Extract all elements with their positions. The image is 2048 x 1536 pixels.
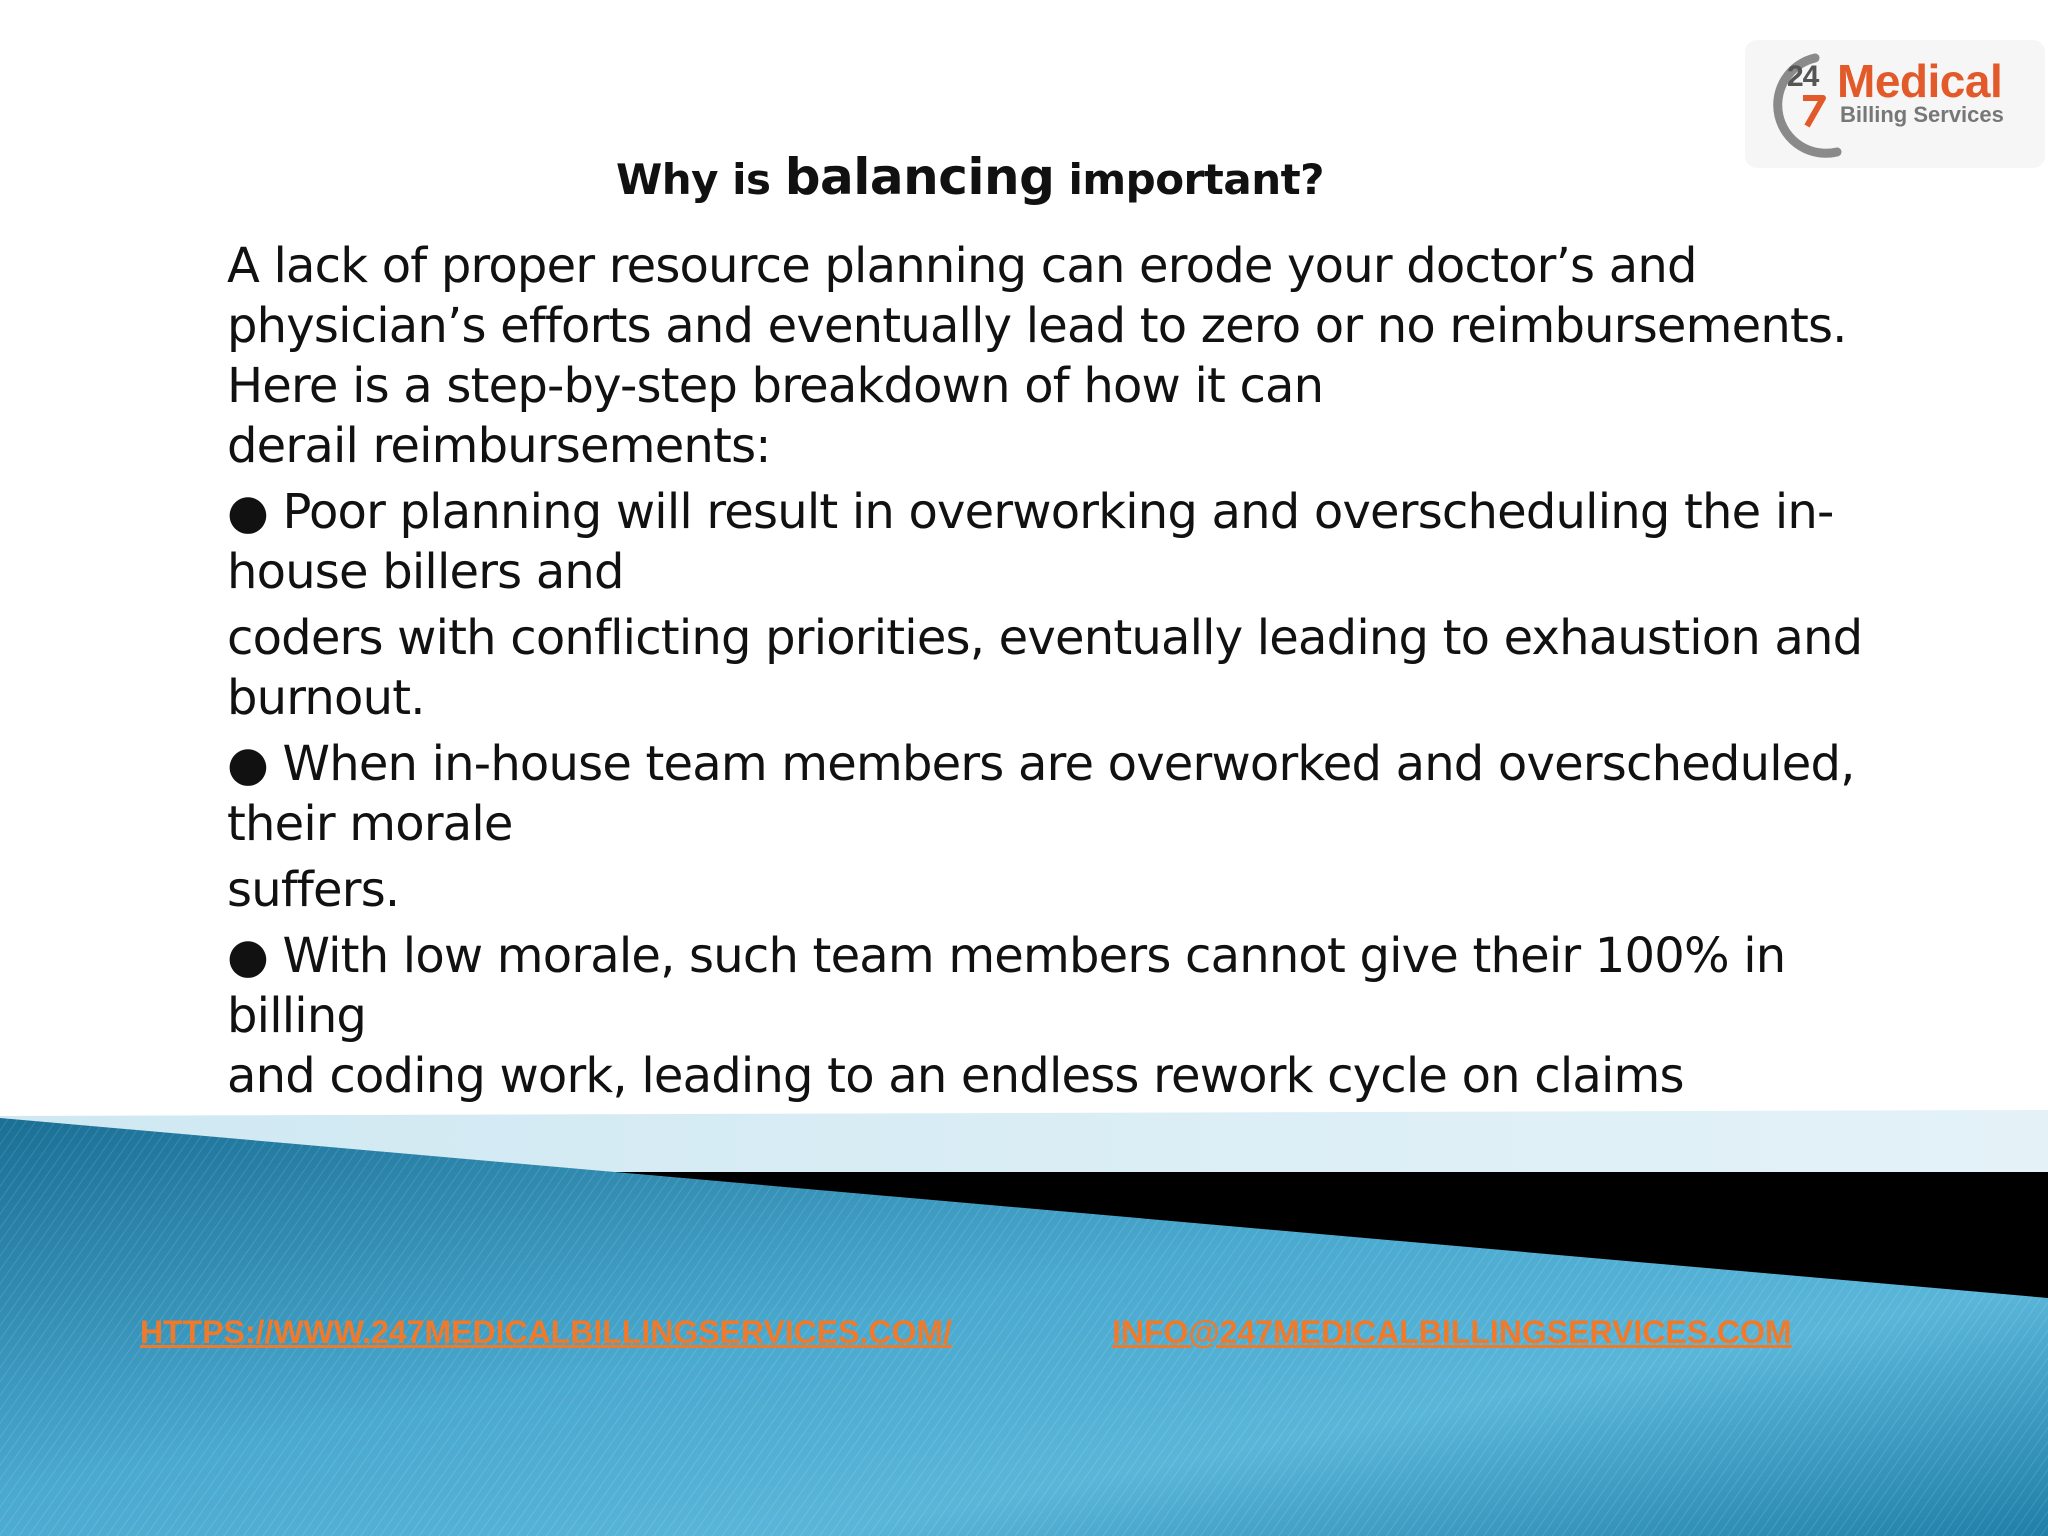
logo-tagline: Billing Services bbox=[1840, 102, 2004, 127]
body-line: Here is a step-by-step breakdown of how it can bbox=[227, 358, 1324, 414]
email-link[interactable]: INFO@247MEDICALBILLINGSERVICES.COM bbox=[1112, 1314, 1792, 1350]
title-emphasis: balancing bbox=[784, 148, 1055, 206]
logo-number: 24 bbox=[1787, 60, 1819, 93]
body-line: suffers. bbox=[227, 862, 400, 918]
body-line: A lack of proper resource planning can erode your doctor’s and bbox=[227, 238, 1697, 294]
title-prefix: Why is bbox=[615, 155, 785, 204]
company-logo bbox=[1745, 40, 2045, 168]
body-line: burnout. bbox=[227, 670, 425, 726]
bullet-line: ● Poor planning will result in overworking and overscheduling the in- bbox=[227, 484, 1834, 540]
bullet-line: ● With low morale, such team members cannot give their 100% in billing bbox=[227, 928, 1786, 1044]
body-line: their morale bbox=[227, 796, 513, 852]
title-suffix: important? bbox=[1054, 155, 1325, 204]
body-line: physician’s efforts and eventually lead to zero or no reimbursements. bbox=[227, 298, 1847, 354]
website-link[interactable]: HTTPS://WWW.247MEDICALBILLINGSERVICES.COM/ bbox=[140, 1314, 952, 1350]
body-line: coders with conflicting priorities, eventually leading to exhaustion and bbox=[227, 610, 1863, 666]
logo-name: Medical bbox=[1837, 55, 2003, 107]
bullet-line: ● When in-house team members are overworked and overscheduled, bbox=[227, 736, 1855, 792]
body-line: and coding work, leading to an endless rework cycle on claims bbox=[227, 1048, 1684, 1104]
body-line: house billers and bbox=[227, 544, 624, 600]
body-line: derail reimbursements: bbox=[227, 418, 771, 474]
